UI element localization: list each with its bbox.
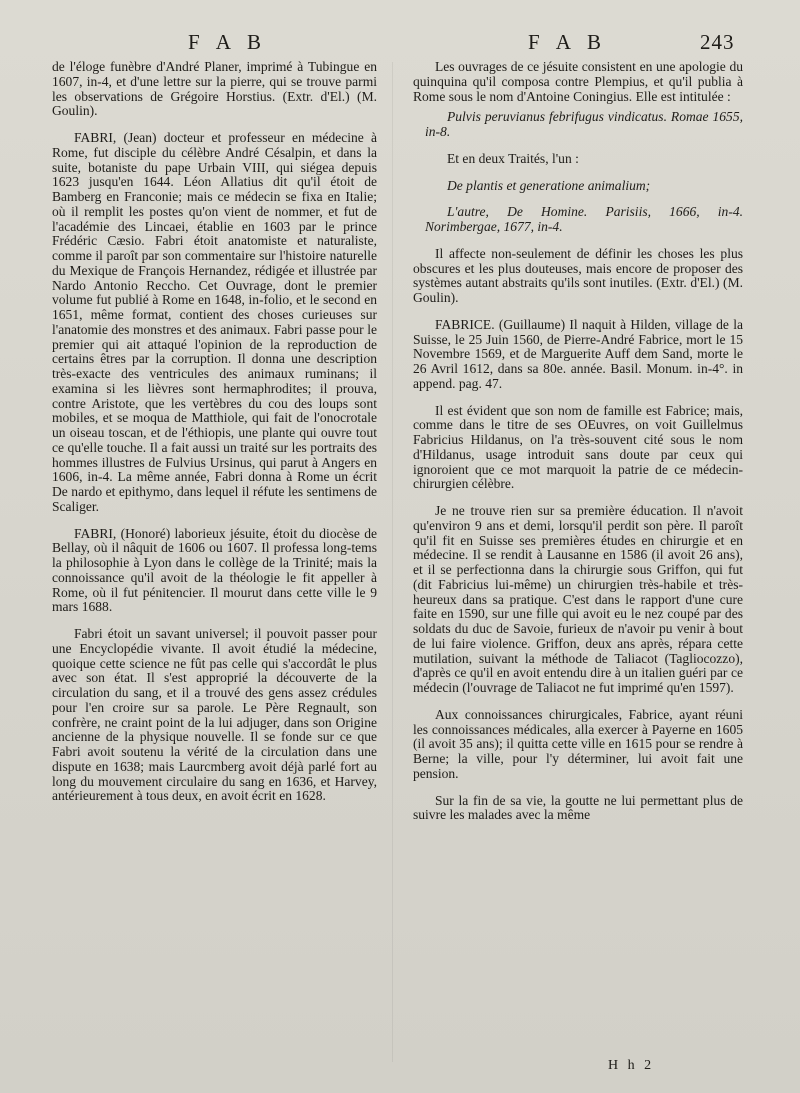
- right-column: [413, 60, 743, 835]
- book-title-de-homine: L'autre, De Homine. Parisiis, 1666, in-4. Norimbergae, 1677, in-4.: [425, 204, 743, 234]
- paragraph-education: Je ne trouve rien sur sa première éducation. Il n'avoit qu'environ 9 ans et demi, lorsqu'il perdit son père. Il paroît qu'il fit en Suisse ses premières études en chirurgie et en médecine. Il se rendit à Lausanne en 1586 (il avoit 26 ans), et il se perfectionna dans la chirurgie sous Griffon, qui fut (dit Fabricius lui-même) un chirurgien très-habile et très-heureux dans sa pratique. C'est dans le rapport d'une cure faite en 1590, sur une fille qui avoit eu le nez coupé par des soldats du duc de Savoie, furieux de n'avoir pu venir à bout de lui faire violence. Griffon, deux ans après, répara cette mutilation, suivant la méthode de Taliacot (Tagliocozzo), d'après ce qu'il en avoit entendu dire à un italien guéri par ce médecin (l'ouvrage de Taliacot ne fut imprimé qu'en 1597).: [413, 503, 743, 695]
- book-title-de-plantis: De plantis et generatione animalium;: [447, 177, 651, 193]
- running-head-right: F A B: [528, 30, 608, 54]
- book-title-pulvis: Pulvis peruvianus febrifugus vindicatus. Romae 1655, in-8.: [425, 109, 743, 139]
- paragraph-fabri-savant: Fabri étoit un savant universel; il pouvoit passer pour une Encyclopédie vivante. Il avoit étudié la médecine, quoique cette science ne fût pas celle qui s'accordât le plus avec son état. Il s'est approprié la découverte de la circulation du sang, et il a trouvé des gens assez crédules pour l'en croire sur sa parole. Le Père Regnault, son confrère, ne craint point de la lui adjuger, dans son Origine ancienne de la physique nouvelle. Il se fonde sur ce que Fabri avoit soutenu la vérité de la circulation dans une dispute en 1638; mais Laurcmberg avoit déjà parlé fort au long du mouvement circulaire du sang en 1636, et Harvey, antérieurement à tous deux, en avoit écrit en 1628.: [52, 626, 377, 804]
- page-number: 243: [700, 30, 735, 54]
- paragraph-ouvrages: Les ouvrages de ce jésuite consistent en une apologie du quinquina qu'il composa contre Plempius, et qu'il publia à Rome sous le nom d'Antoine Coningius. Elle est intitulée :: [413, 59, 743, 104]
- paragraph-continued: de l'éloge funèbre d'André Planer, imprimé à Tubingue en 1607, in-4, et d'une lettre sur la pierre, qui se trouve parmi les observations de Grégoire Horstius. (Extr. d'El.) (M. Goulin).: [52, 59, 377, 119]
- paragraph-connoissances: Aux connoissances chirurgicales, Fabrice, ayant réuni les connoissances médicales, alla exercer à Payerne en 1605 (il avoit 35 ans); il quitta cette ville en 1615 pour se rendre à Berne; la ville, pour l'y déterminer, lui avoit fait une pension.: [413, 706, 743, 781]
- signature-mark: H h 2: [608, 1058, 655, 1073]
- paragraph-affecte: Il affecte non-seulement de définir les choses les plus obscures et les plus douteuses, mais encore de proposer des systèmes autant abstraits qu'ils sont inutiles. (Extr. d'El.) (M. Goulin).: [413, 245, 743, 305]
- left-column: [52, 60, 377, 816]
- line-deux-traites: Et en deux Traités, l'un :: [447, 150, 579, 166]
- gutter: [392, 62, 393, 1062]
- entry-fabrice-guillaume: FABRICE. (Guillaume) Il naquit à Hilden, village de la Suisse, le 25 Juin 1560, de Pierre-André Fabrice, mort le 15 Novembre 1569, et de Marguerite Auff dem Sand, morte le 26 Avril 1612, dans sa 80e. année. Basil. Monum. in-4°. in append. pag. 47.: [413, 316, 743, 391]
- paragraph-fin-vie: Sur la fin de sa vie, la goutte ne lui permettant plus de suivre les malades avec la même: [413, 792, 743, 823]
- running-head-left: F A B: [188, 30, 268, 54]
- entry-fabri-honore: FABRI, (Honoré) laborieux jésuite, étoit du diocèse de Bellay, où il nâquit de 1606 ou 1607. Il professa long-tems la philosophie à Lyon dans le collège de la Trinité; mais la connoissance qu'il avoit de la théologie le fit appeller à Rome, où il fut pénitencier. Il mourut dans cette ville le 9 mars 1688.: [52, 525, 377, 615]
- entry-fabri-jean: FABRI, (Jean) docteur et professeur en médecine à Rome, fut disciple du célèbre André Césalpin, et dans la suite, botaniste du pape Urbain VIII, qui siégea depuis 1623 jusqu'en 1644. Léon Allatius dit qu'il étoit de Bamberg en Franconie; mais ce médecin se fixa en Italie; où il remplit les postes qu'on vient de nommer, et fut de l'académie des Lincaei, établie en 1603 par le prince Frédéric Cæsio. Fabri étoit anatomiste et naturaliste, comme il paroît par son commentaire sur l'histoire naturelle du Mexique de François Hernandez, rédigée et illustrée par Nardo Antonio Reccho. Cet Ouvrage, dont le premier volume fut publié à Rome en 1648, in-folio, et le second en 1651, même format, contient des choses curieuses sur l'anatomie des monstres et des animaux. Fabri passe pour le premier qui ait attaqué l'opinion de la reproduction de certains êtres par la corruption. Il donna une description très-exacte des ventricules des animaux ruminans; il examina si les lièvres sont hermaphrodites; il prouva, contre Aristote, que les vertèbres du cou des loups sont mobiles, et se moqua de Matthiole, qui fait de l'onocrotale un oiseau toscan, et de l'éthiopis, une plante qui ouvre tout ce qu'elle touche. Il a fait aussi un traité sur les portraits des hommes illustres de Fulvius Ursinus, qui parut à Angers en 1606, in-4. La même année, Fabri donna à Rome un écrit De nardo et epithymo, dans lequel il réfute les sentimens de Scaliger.: [52, 130, 377, 514]
- paragraph-nom-famille: Il est évident que son nom de famille est Fabrice; mais, comme dans le titre de ses OEuvres, on voit Guillelmus Fabricius Hildanus, on l'a très-souvent cité sous le nom d'Hildanus, usage introduit sans doute par ceux qui ignoroient que ce mot marquoit la patrie de ce médecin-chirurgien célèbre.: [413, 402, 743, 492]
